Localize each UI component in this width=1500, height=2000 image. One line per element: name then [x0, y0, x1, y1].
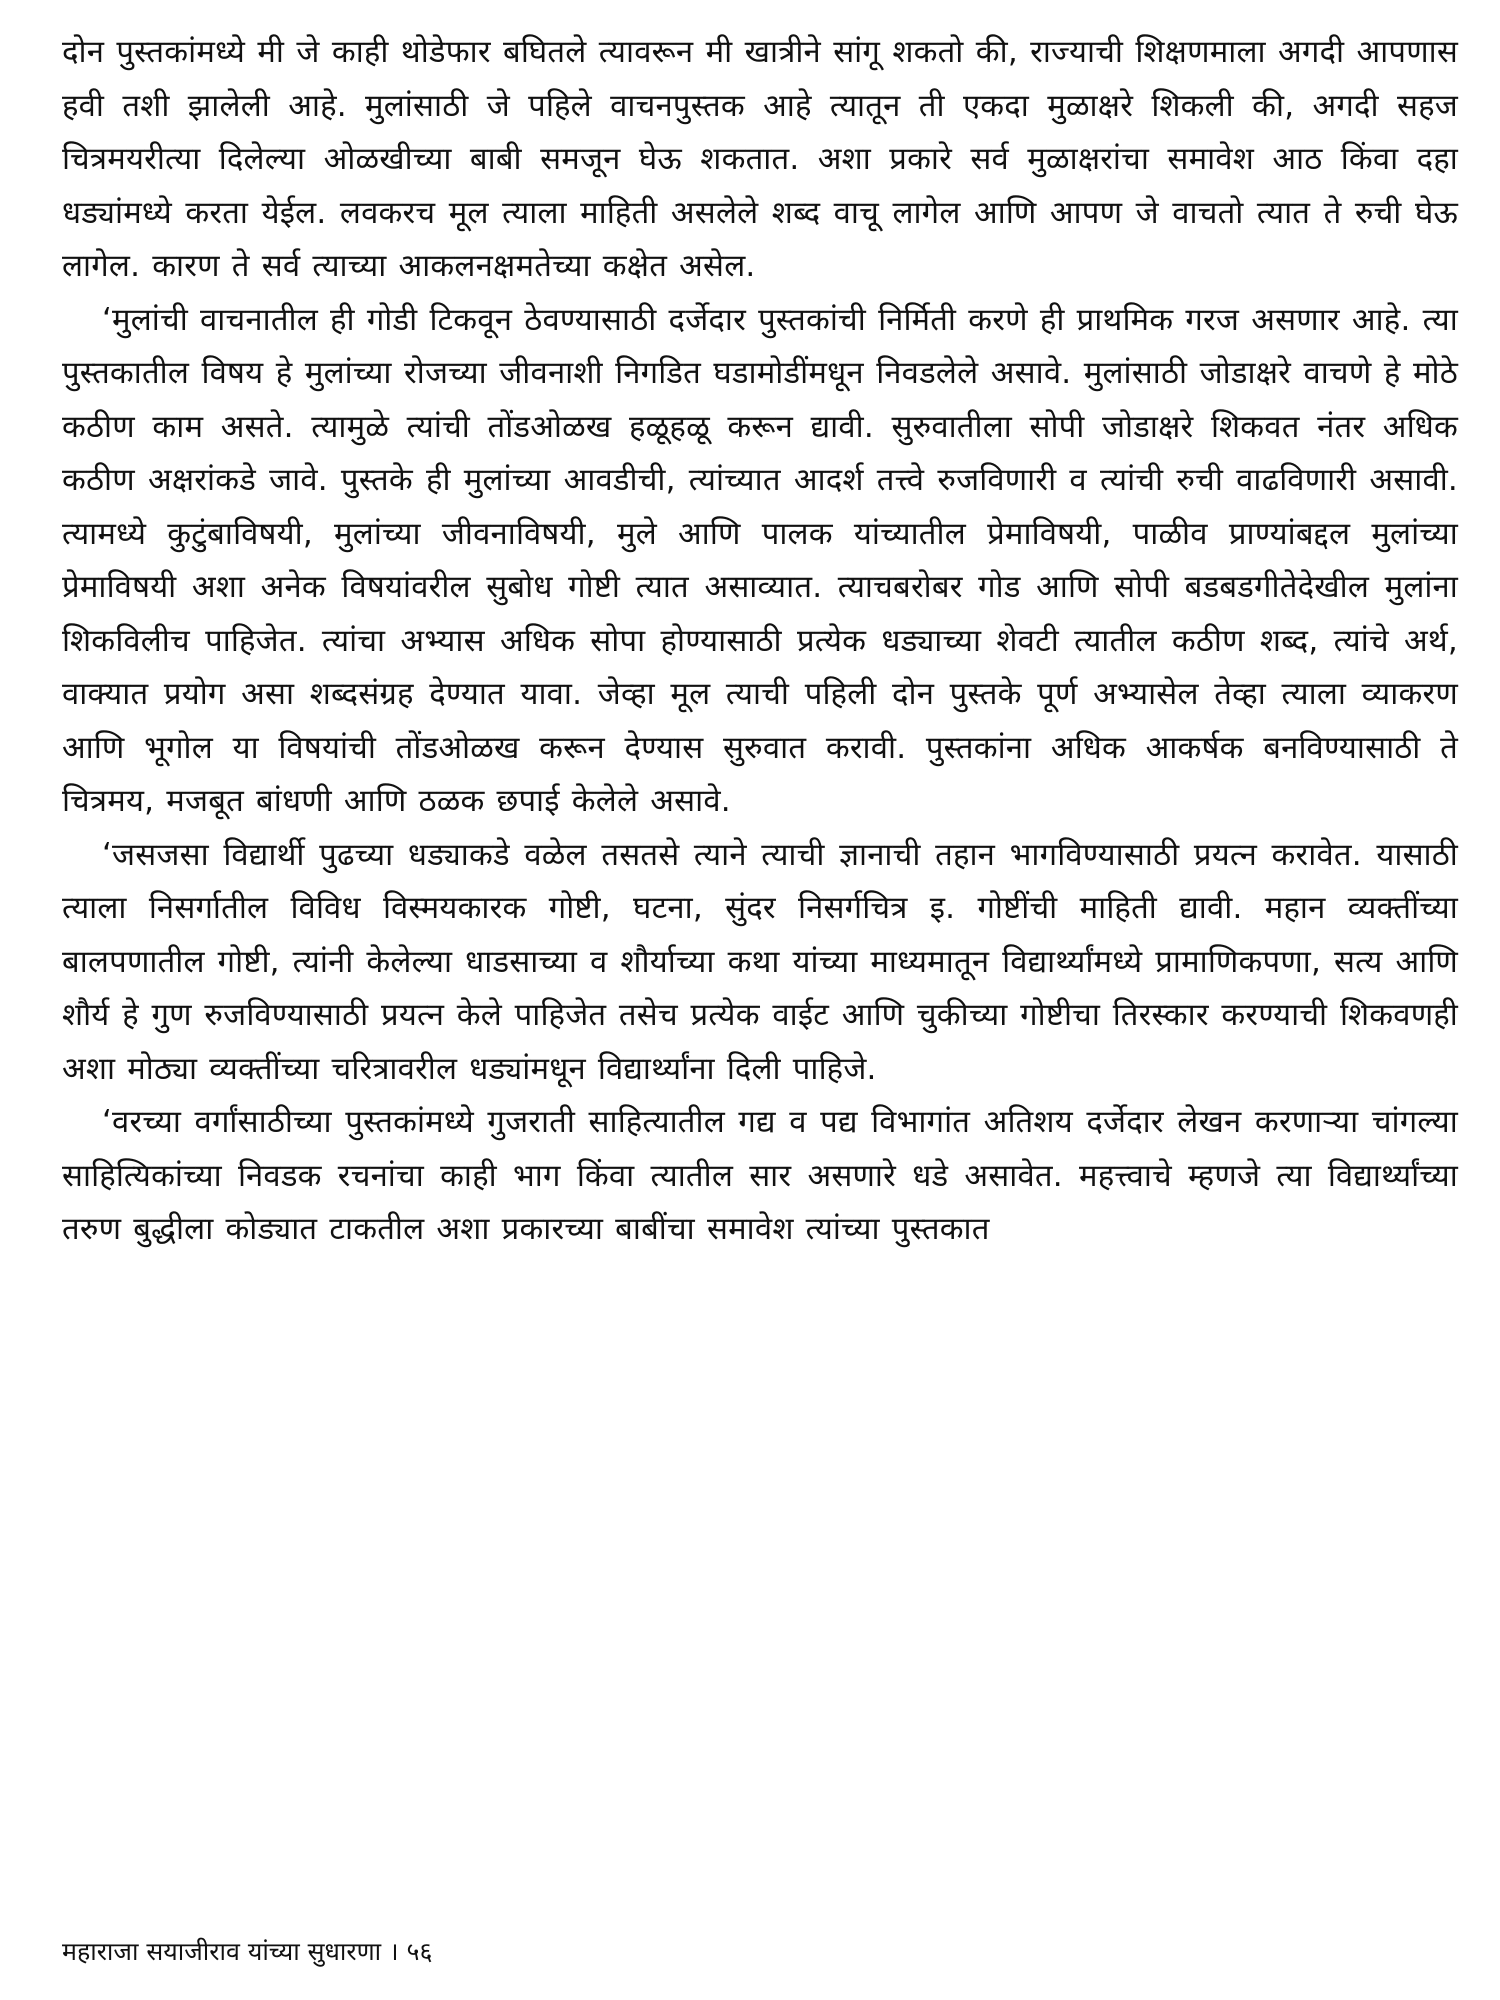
paragraph-1: दोन पुस्तकांमध्ये मी जे काही थोडेफार बघितले त्यावरून मी खात्रीने सांगू शकतो की, राज्याची शिक्षणमाला अगदी आपणास हवी तशी झालेली आहे. मुलांसाठी जे पहिले वाचनपुस्तक आहे त्यातून ती एकदा मुळाक्षरे शिकली की, अगदी सहज चित्रमयरीत्या दिलेल्या ओळखीच्या बाबी समजून घेऊ शकतात. अशा प्रकारे सर्व मुळाक्षरांचा समावेश आठ किंवा दहा धड्यांमध्ये करता येईल. लवकरच मूल त्याला माहिती असलेले शब्द वाचू लागेल आणि आपण जे वाचतो त्यात ते रुची घेऊ लागेल. कारण ते सर्व त्याच्या आकलनक्षमतेच्या कक्षेत असेल.	[62, 34, 1458, 284]
paragraph-2: ‘मुलांची वाचनातील ही गोडी टिकवून ठेवण्यासाठी दर्जेदार पुस्तकांची निर्मिती करणे ही प्राथमिक गरज असणार आहे. त्या पुस्तकातील विषय हे मुलांच्या रोजच्या जीवनाशी निगडित घडामोडींमधून निवडलेले असावे. मुलांसाठी जोडाक्षरे वाचणे हे मोठे कठीण काम असते. त्यामुळे त्यांची तोंडओळख हळूहळू करून द्यावी. सुरुवातीला सोपी जोडाक्षरे शिकवत नंतर अधिक कठीण अक्षरांकडे जावे. पुस्तके ही मुलांच्या आवडीची, त्यांच्यात आदर्श तत्त्वे रुजविणारी व त्यांची रुची वाढविणारी असावी. त्यामध्ये कुटुंबाविषयी, मुलांच्या जीवनाविषयी, मुले आणि पालक यांच्यातील प्रेमाविषयी, पाळीव प्राण्यांबद्दल मुलांच्या प्रेमाविषयी अशा अनेक विषयांवरील सुबोध गोष्टी त्यात असाव्यात. त्याचबरोबर गोड आणि सोपी बडबडगीतेदेखील मुलांना शिकविलीच पाहिजेत. त्यांचा अभ्यास अधिक सोपा होण्यासाठी प्रत्येक धड्याच्या शेवटी त्यातील कठीण शब्द, त्यांचे अर्थ, वाक्यात प्रयोग असा शब्दसंग्रह देण्यात यावा. जेव्हा मूल त्याची पहिली दोन पुस्तके पूर्ण अभ्यासेल तेव्हा त्याला व्याकरण आणि भूगोल या विषयांची तोंडओळख करून देण्यास सुरुवात करावी. पुस्तकांना अधिक आकर्षक बनविण्यासाठी ते चित्रमय, मजबूत बांधणी आणि ठळक छपाई केलेले असावे.	[62, 301, 1458, 819]
page-footer: महाराजा सयाजीराव यांच्या सुधारणा । ५६	[62, 1937, 433, 1966]
paragraph-3: ‘जसजसा विद्यार्थी पुढच्या धड्याकडे वळेल तसतसे त्याने त्याची ज्ञानाची तहान भागविण्यासाठी प्रयत्न करावेत. यासाठी त्याला निसर्गातील विविध विस्मयकारक गोष्टी, घटना, सुंदर निसर्गचित्र इ. गोष्टींची माहिती द्यावी. महान व्यक्तींच्या बालपणातील गोष्टी, त्यांनी केलेल्या धाडसाच्या व शौर्याच्या कथा यांच्या माध्यमातून विद्यार्थ्यांमध्ये प्रामाणिकपणा, सत्य आणि शौर्य हे गुण रुजविण्यासाठी प्रयत्न केले पाहिजेत तसेच प्रत्येक वाईट आणि चुकीच्या गोष्टीचा तिरस्कार करण्याची शिकवणही अशा मोठ्या व्यक्तींच्या चरित्रावरील धड्यांमधून विद्यार्थ्यांना दिली पाहिजे.	[62, 836, 1458, 1087]
body-text	[62, 26, 1458, 1257]
paragraph-4: ‘वरच्या वर्गांसाठीच्या पुस्तकांमध्ये गुजराती साहित्यातील गद्य व पद्य विभागांत अतिशय दर्जेदार लेखन करणाऱ्या चांगल्या साहित्यिकांच्या निवडक रचनांचा काही भाग किंवा त्यातील सार असणारे धडे असावेत. महत्त्वाचे म्हणजे त्या विद्यार्थ्यांच्या तरुण बुद्धीला कोड्यात टाकतील अशा प्रकारच्या बाबींचा समावेश त्यांच्या पुस्तकात	[62, 1104, 1458, 1247]
